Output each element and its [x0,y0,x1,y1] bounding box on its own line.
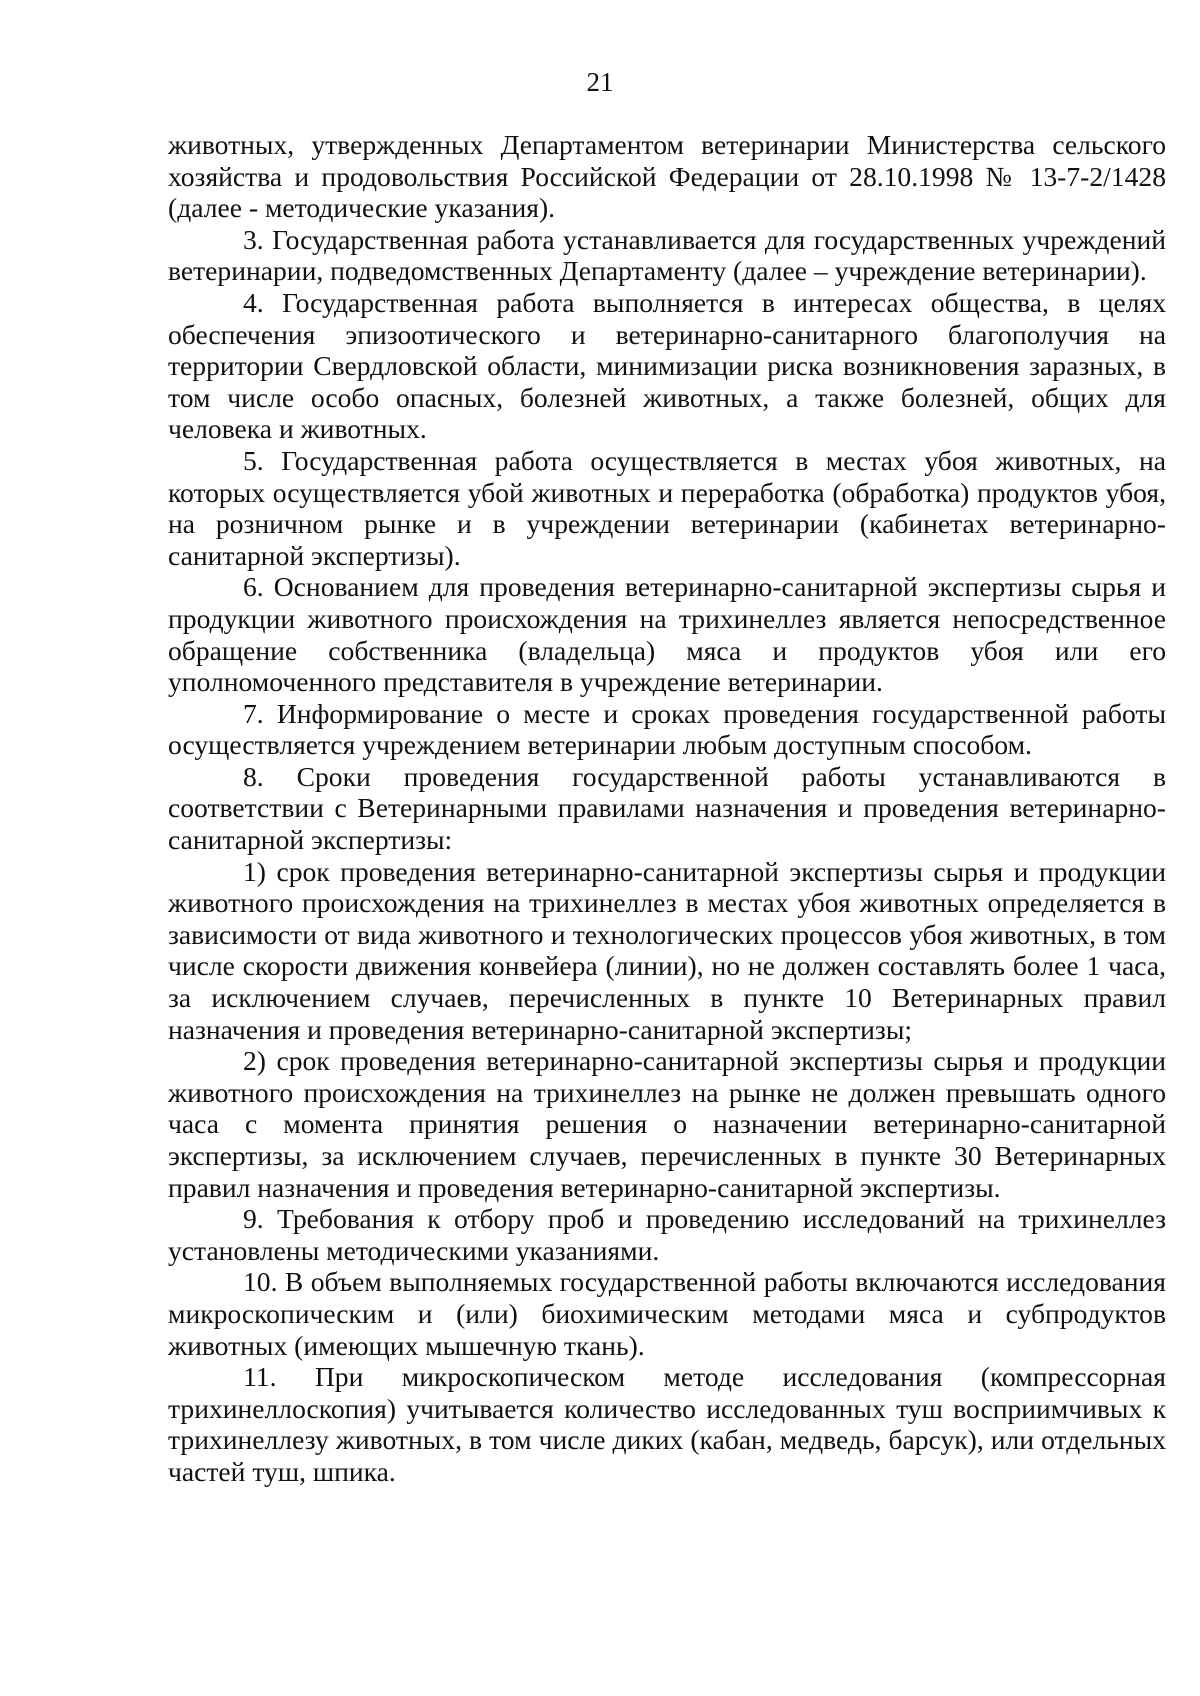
paragraph-5: 5. Государственная работа осуществляется в местах убоя животных, на которых осуществляется убой животных и переработка (обработка) продуктов убоя, на розничном рынке и в учреждении ветеринарии (кабинетах ветеринарно-санитарной экспертизы). [168,444,1166,571]
paragraph-8-item-2: 2) срок проведения ветеринарно-санитарной экспертизы сырья и продукции животного происхождения на трихинеллез на рынке не должен превышать одного часа с момента принятия решения о назначении ветеринарно-санитарной экспертизы, за исключением случаев, перечисленных в пункте 30 Ветеринарных правил назначения и проведения ветеринарно-санитарной экспертизы. [168,1045,1166,1203]
paragraph-6: 6. Основанием для проведения ветеринарно-санитарной экспертизы сырья и продукции животного происхождения на трихинеллез является непосредственное обращение собственника (владельца) мяса и продуктов убоя или его уполномоченного представителя в учреждение ветеринарии. [168,571,1166,698]
paragraph-9: 9. Требования к отбору проб и проведению исследований на трихинеллез установлены методическими указаниями. [168,1203,1166,1266]
paragraph-11: 11. При микроскопическом методе исследования (компрессорная трихинеллоскопия) учитывается количество исследованных туш восприимчивых к трихинеллезу животных, в том числе диких (кабан, медведь, барсук), или отдельных частей туш, шпика. [168,1361,1166,1487]
paragraph-continuation: животных, утвержденных Департаментом ветеринарии Министерства сельского хозяйства и продовольствия Российской Федерации от 28.10.1998 № 13-7-2/1428 (далее - методические указания). [168,129,1166,224]
paragraph-8: 8. Сроки проведения государственной работы устанавливаются в соответствии с Ветеринарными правилами назначения и проведения ветеринарно-санитарной экспертизы: [168,760,1166,856]
paragraph-10: 10. В объем выполняемых государственной работы включаются исследования микроскопическим и (или) биохимическим методами мяса и субпродуктов животных (имеющих мышечную ткань). [168,1266,1166,1361]
paragraph-3: 3. Государственная работа устанавливается для государственных учреждений ветеринарии, подведомственных Департаменту (далее – учреждение ветеринарии). [168,223,1166,287]
document-body [168,129,1166,1488]
paragraph-4: 4. Государственная работа выполняется в интересах общества, в целях обеспечения эпизоотического и ветеринарно-санитарного благополучия на территории Свердловской области, минимизации риска возникновения заразных, в том числе особо опасных, болезней животных, а также болезней, общих для человека и животных. [168,286,1166,445]
paragraph-8-item-1: 1) срок проведения ветеринарно-санитарной экспертизы сырья и продукции животного происхождения на трихинеллез в местах убоя животных определяется в зависимости от вида животного и технологических процессов убоя животных, в том числе скорости движения конвейера (линии), но не должен составлять более 1 часа, за исключением случаев, перечисленных в пункте 10 Ветеринарных правил назначения и проведения ветеринарно-санитарной экспертизы; [168,855,1166,1045]
page-number: 21 [586,67,614,97]
paragraph-7: 7. Информирование о месте и сроках проведения государственной работы осуществляется учреждением ветеринарии любым доступным способом. [168,697,1166,761]
